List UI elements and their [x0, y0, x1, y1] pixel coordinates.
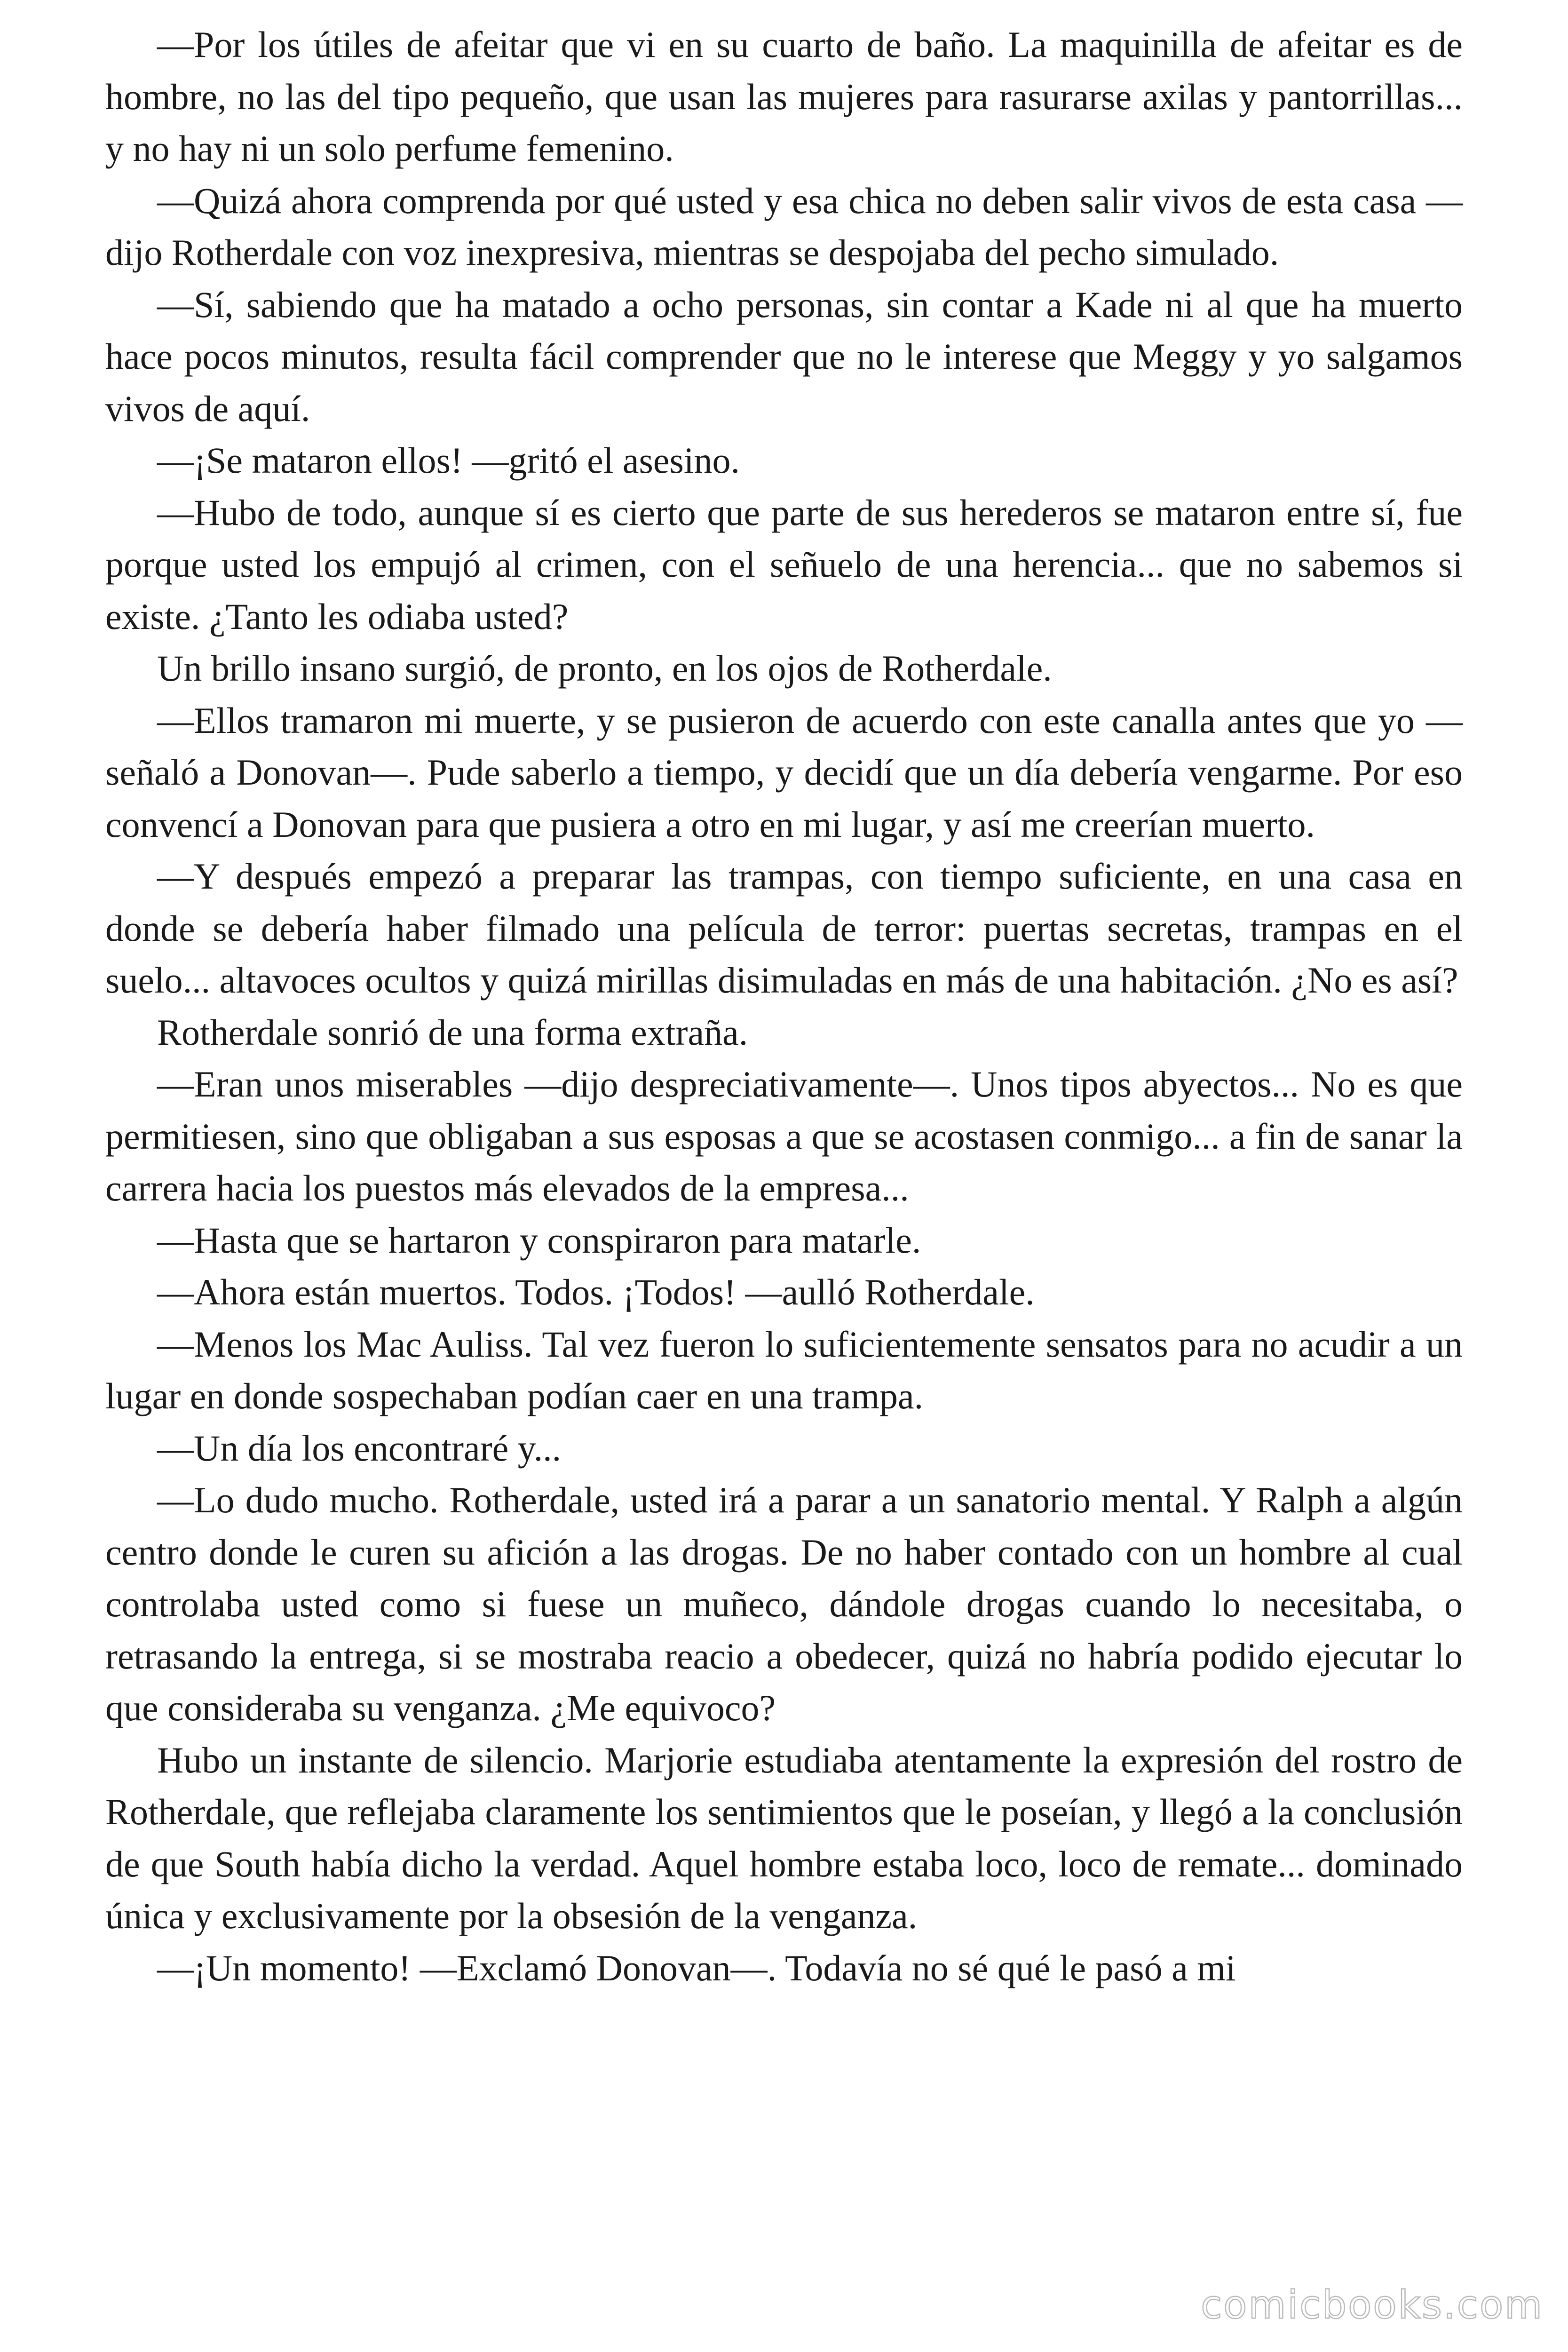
paragraph: Hubo un instante de silencio. Marjorie estudiaba atentamente la expresión del rostro de Rotherdale, que reflejaba claramente los sentimientos que le poseían, y llegó a la conclusión de que South había dicho la verdad. Aquel hombre estaba loco, loco de remate... dominado única y exclusivamente por la obsesión de la venganza. — [105, 1739, 1463, 1936]
paragraph: —Hasta que se hartaron y conspiraron para matarle. — [157, 1219, 921, 1261]
paragraph-continued: —¡Un momento! —Exclamó Donovan—. Todavía no sé qué le pasó a mi — [157, 1947, 1236, 1988]
paragraph: —Menos los Mac Auliss. Tal vez fueron lo suficientemente sensatos para no acudir a un lugar en donde sospechaban podían caer en una trampa. — [105, 1323, 1463, 1416]
paragraph: —Hubo de todo, aunque sí es cierto que parte de sus herederos se mataron entre sí, fue porque usted los empujó al crimen, con el señuelo de una herencia... que no sabemos si existe. ¿Tanto les odiaba usted? — [105, 492, 1463, 637]
paragraph: —Eran unos miserables —dijo despreciativamente—. Unos tipos abyectos... No es que permitiesen, sino que obligaban a sus esposas a que se acostasen conmigo... a fin de sanar la carrera hacia los puestos más elevados de la empresa... — [105, 1064, 1463, 1208]
paragraph: —Ellos tramaron mi muerte, y se pusieron de acuerdo con este canalla antes que yo —señaló a Donovan—. Pude saberlo a tiempo, y decidí que un día debería vengarme. Por eso convencí a Donovan para que pusiera a otro en mi lugar, y así me creerían muerto. — [105, 699, 1463, 845]
paragraph: Un brillo insano surgió, de pronto, en los ojos de Rotherdale. — [157, 648, 1052, 689]
paragraph: —Ahora están muertos. Todos. ¡Todos! —aulló Rotherdale. — [157, 1271, 1035, 1312]
paragraph: —¡Se mataron ellos! —gritó el asesino. — [157, 440, 740, 481]
page-body — [105, 19, 1463, 1994]
paragraph: —Un día los encontraré y... — [157, 1427, 562, 1469]
paragraph: —Sí, sabiendo que ha matado a ocho personas, sin contar a Kade ni al que ha muerto hace pocos minutos, resulta fácil comprender que no le interese que Meggy y yo salgamos vivos de aquí. — [105, 284, 1463, 429]
paragraph: —Por los útiles de afeitar que vi en su cuarto de baño. La maquinilla de afeitar es de hombre, no las del tipo pequeño, que usan las mujeres para rasurarse axilas y pantorrillas... y no hay ni un solo perfume femenino. — [105, 24, 1463, 169]
paragraph: —Quizá ahora comprenda por qué usted y esa chica no deben salir vivos de esta casa —dijo Rotherdale con voz inexpresiva, mientras se despojaba del pecho simulado. — [105, 180, 1463, 273]
watermark: comicbooks.com — [1201, 2283, 1544, 2328]
paragraph: Rotherdale sonrió de una forma extraña. — [157, 1011, 748, 1053]
paragraph: —Y después empezó a preparar las trampas, con tiempo suficiente, en una casa en donde se debería haber filmado una película de terror: puertas secretas, trampas en el suelo... altavoces ocultos y quizá mirillas disimuladas en más de una habitación. ¿No es así? — [105, 856, 1463, 1001]
paragraph: —Lo dudo mucho. Rotherdale, usted irá a parar a un sanatorio mental. Y Ralph a algún centro donde le curen su afición a las drogas. De no haber contado con un hombre al cual controlaba usted como si fuese un muñeco, dándole drogas cuando lo necesitaba, o retrasando la entrega, si se mostraba reacio a obedecer, quizá no habría podido ejecutar lo que consideraba su venganza. ¿Me equivoco? — [105, 1479, 1463, 1728]
